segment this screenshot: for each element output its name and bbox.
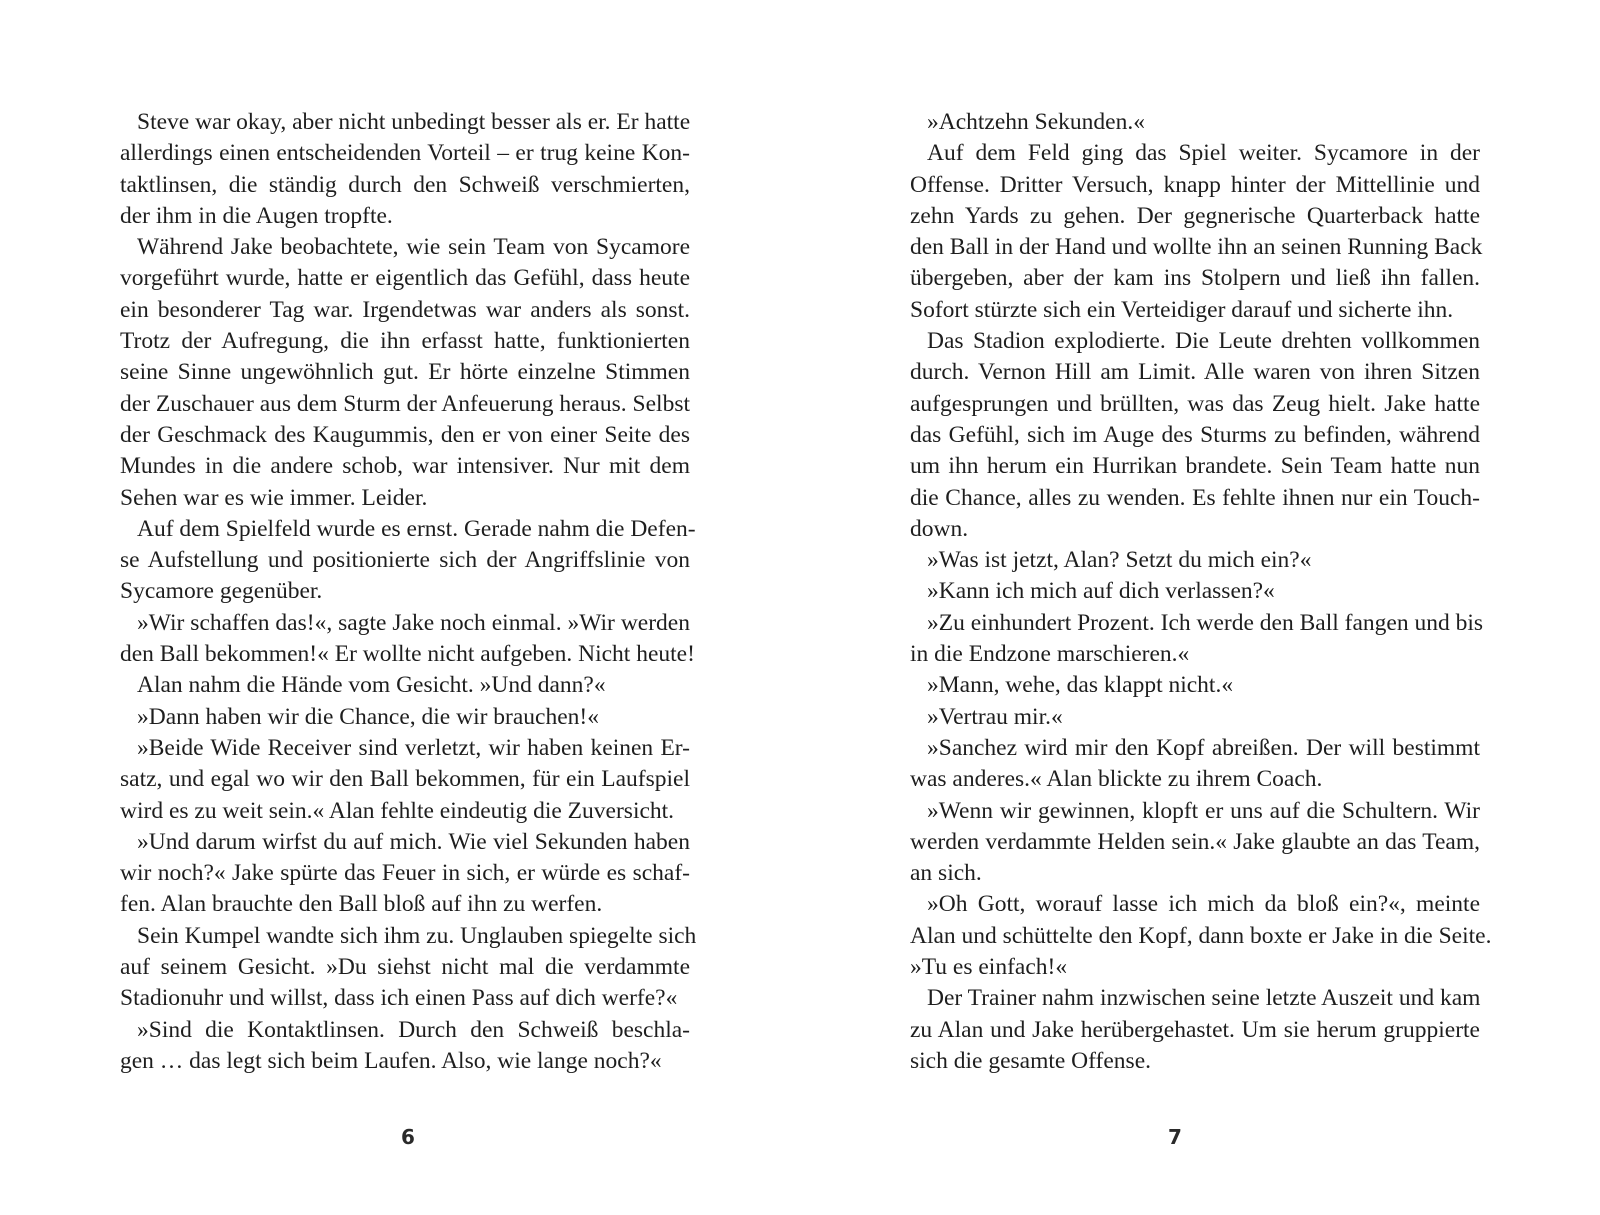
- text-line: das Gefühl, sich im Auge des Sturms zu befinden, während: [910, 421, 1480, 448]
- text-line: »Sanchez wird mir den Kopf abreißen. Der will bestimmt: [927, 734, 1480, 761]
- text-line: satz, und egal wo wir den Ball bekommen, für ein Laufspiel: [120, 766, 690, 793]
- text-line: wir noch?« Jake spürte das Feuer in sich, er würde es schaf-: [120, 860, 690, 887]
- text-line: Der Trainer nahm inzwischen seine letzte Auszeit und kam: [927, 985, 1481, 1012]
- text-line: an sich.: [910, 860, 982, 887]
- text-line: »Zu einhundert Prozent. Ich werde den Ball fangen und bis: [927, 609, 1484, 636]
- text-line: Sein Kumpel wandte sich ihm zu. Unglauben spiegelte sich: [137, 922, 697, 949]
- text-line: vorgeführt wurde, hatte er eigentlich das Gefühl, dass heute: [120, 265, 690, 292]
- text-line: »Wir schaffen das!«, sagte Jake noch einmal. »Wir werden: [137, 609, 690, 636]
- text-line: auf seinem Gesicht. »Du siehst nicht mal die verdammte: [120, 954, 690, 981]
- text-line: »Mann, wehe, das klappt nicht.«: [927, 672, 1234, 699]
- text-line: ein besonderer Tag war. Irgendetwas war anders als sonst.: [120, 296, 690, 323]
- text-line: Auf dem Spielfeld wurde es ernst. Gerade nahm die Defen-: [137, 515, 696, 542]
- text-line: Sehen war es wie immer. Leider.: [120, 484, 428, 511]
- text-line: gen … das legt sich beim Laufen. Also, wie lange noch?«: [120, 1047, 662, 1074]
- text-line: den Ball bekommen!« Er wollte nicht aufgeben. Nicht heute!: [120, 641, 695, 668]
- text-line: aufgesprungen und brüllten, was das Zeug hielt. Jake hatte: [910, 390, 1480, 417]
- text-line: »Oh Gott, worauf lasse ich mich da bloß ein?«, meinte: [927, 891, 1480, 918]
- text-line: Steve war okay, aber nicht unbedingt besser als er. Er hatte: [137, 109, 691, 135]
- text-line: durch. Vernon Hill am Limit. Alle waren von ihren Sitzen: [910, 359, 1480, 386]
- text-line: Während Jake beobachtete, wie sein Team von Sycamore: [137, 234, 690, 261]
- text-line: se Aufstellung und positionierte sich der Angriffslinie von: [120, 547, 690, 574]
- right-page-text: [910, 107, 1492, 1077]
- text-line: »Und darum wirfst du auf mich. Wie viel Sekunden haben: [137, 828, 690, 855]
- text-line: der Zuschauer aus dem Sturm der Anfeuerung heraus. Selbst: [120, 390, 690, 417]
- text-line: der ihm in die Augen tropfte.: [120, 202, 393, 229]
- text-line: zu Alan und Jake herübergehastet. Um sie herum gruppierte: [910, 1016, 1480, 1043]
- text-line: Alan nahm die Hände vom Gesicht. »Und dann?«: [137, 672, 606, 699]
- text-line: »Tu es einfach!«: [910, 954, 1068, 981]
- text-line: übergeben, aber der kam ins Stolpern und ließ ihn fallen.: [910, 265, 1480, 292]
- text-line: Alan und schüttelte den Kopf, dann boxte er Jake in die Seite.: [910, 922, 1492, 949]
- text-line: zehn Yards zu gehen. Der gegnerische Quarterback hatte: [910, 202, 1480, 229]
- text-line: sich die gesamte Offense.: [910, 1047, 1152, 1074]
- text-line: Offense. Dritter Versuch, knapp hinter der Mittellinie und: [910, 171, 1480, 198]
- text-line: »Dann haben wir die Chance, die wir brauchen!«: [137, 703, 599, 730]
- text-line: »Was ist jetzt, Alan? Setzt du mich ein?«: [927, 547, 1312, 574]
- text-line: down.: [910, 515, 969, 542]
- text-line: Stadionuhr und willst, dass ich einen Pass auf dich werfe?«: [120, 985, 678, 1012]
- text-line: was anderes.« Alan blickte zu ihrem Coach.: [910, 766, 1323, 793]
- text-line: »Beide Wide Receiver sind verletzt, wir haben keinen Er-: [137, 734, 690, 761]
- text-line: Sycamore gegenüber.: [120, 578, 323, 605]
- text-line: um ihn herum ein Hurrikan brandete. Sein Team hatte nun: [910, 453, 1480, 480]
- page-number-left: 6: [401, 1125, 416, 1149]
- text-line: in die Endzone marschieren.«: [910, 641, 1190, 668]
- page-number-right: 7: [1168, 1125, 1183, 1149]
- text-line: die Chance, alles zu wenden. Es fehlte ihnen nur ein Touch-: [910, 484, 1480, 511]
- text-line: fen. Alan brauchte den Ball bloß auf ihn zu werfen.: [120, 891, 603, 918]
- text-line: den Ball in der Hand und wollte ihn an seinen Running Back: [910, 234, 1483, 261]
- text-line: »Vertrau mir.«: [927, 703, 1063, 730]
- right-page: [800, 0, 1600, 1215]
- text-line: wird es zu weit sein.« Alan fehlte eindeutig die Zuversicht.: [120, 797, 675, 824]
- text-line: seine Sinne ungewöhnlich gut. Er hörte einzelne Stimmen: [120, 359, 690, 386]
- text-line: Mundes in die andere schob, war intensiver. Nur mit dem: [120, 453, 690, 480]
- text-line: Sofort stürzte sich ein Verteidiger darauf und sicherte ihn.: [910, 296, 1454, 323]
- text-line: Auf dem Feld ging das Spiel weiter. Sycamore in der: [927, 140, 1480, 167]
- text-line: »Sind die Kontaktlinsen. Durch den Schweiß beschla-: [137, 1016, 690, 1043]
- text-line: »Achtzehn Sekunden.«: [927, 109, 1145, 135]
- left-page-text: [120, 107, 697, 1077]
- text-line: allerdings einen entscheidenden Vorteil – er trug keine Kon-: [120, 140, 690, 167]
- text-line: taktlinsen, die ständig durch den Schweiß verschmierten,: [120, 171, 690, 198]
- text-line: »Wenn wir gewinnen, klopft er uns auf die Schultern. Wir: [927, 797, 1480, 824]
- text-line: Das Stadion explodierte. Die Leute drehten vollkommen: [927, 328, 1480, 355]
- text-line: »Kann ich mich auf dich verlassen?«: [927, 578, 1275, 605]
- text-line: werden verdammte Helden sein.« Jake glaubte an das Team,: [910, 828, 1480, 855]
- text-line: Trotz der Aufregung, die ihn erfasst hatte, funktionierten: [120, 328, 690, 355]
- text-line: der Geschmack des Kaugummis, den er von einer Seite des: [120, 421, 690, 448]
